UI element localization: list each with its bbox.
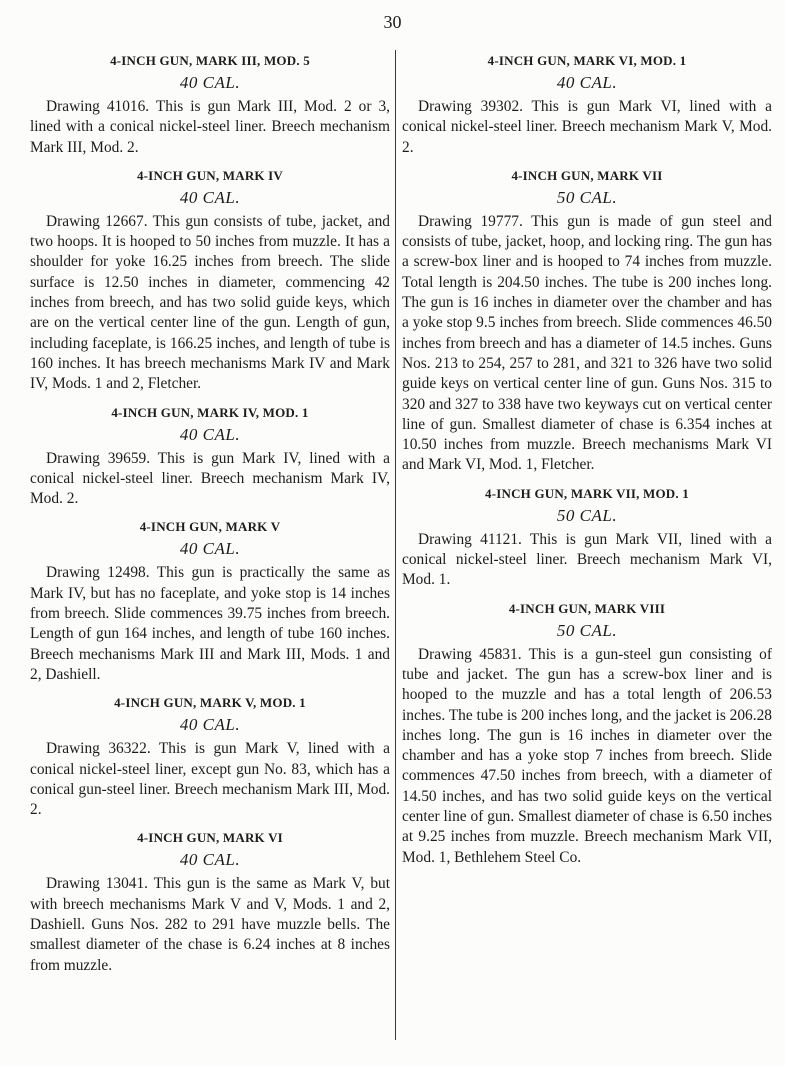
caliber-label: 40 CAL. [179, 187, 241, 207]
caliber-label: 40 CAL. [179, 73, 241, 92]
caliber-label: 40 CAL. [179, 850, 241, 870]
section-heading: 4-INCH GUN, MARK IV, MOD. 1 [111, 404, 309, 420]
section-heading: 4-INCH GUN, MARK VI [137, 830, 283, 846]
section-mark-vii [402, 167, 772, 476]
section-mark-v-mod-1 [30, 694, 390, 820]
section-body: Drawing 12498. This gun is practically the same as Mark IV, but has no faceplate, and yoke stop is 14 inches from breech. Slide commences 39.75 inches from breech. Length of gun 164 inches, and length of tube 160 inches. Breech mechanisms Mark III and Mark III, Mods. 1 and 2, Dashiell. [30, 564, 390, 683]
section-body: Drawing 39659. This is gun Mark IV, lined with a conical nickel-steel liner. Breech mechanism Mark IV, Mod. 2. [30, 449, 390, 508]
right-column [402, 52, 772, 877]
caliber-label: 40 CAL. [179, 424, 241, 444]
section-mark-vi [30, 829, 390, 975]
section-mark-viii [402, 600, 772, 868]
caliber-label: 40 CAL. [556, 73, 618, 92]
section-heading: 4-INCH GUN, MARK VII, MOD. 1 [485, 485, 689, 501]
section-heading: 4-INCH GUN, MARK III, MOD. 5 [110, 53, 310, 68]
left-column [30, 52, 390, 985]
caliber-label: 50 CAL. [556, 187, 618, 207]
section-mark-iii-mod-5 [30, 52, 390, 158]
section-body: Drawing 41121. This is gun Mark VII, lined with a conical nickel-steel liner. Breech mechanism Mark VI, Mod. 1. [402, 530, 772, 589]
section-heading: 4-INCH GUN, MARK VI, MOD. 1 [487, 53, 687, 68]
page-number: 30 [383, 12, 402, 32]
section-mark-iv-mod-1 [30, 404, 390, 510]
section-mark-v [30, 518, 390, 685]
section-heading: 4-INCH GUN, MARK IV [136, 167, 284, 183]
section-body: Drawing 45831. This is a gun-steel gun consisting of tube and jacket. The gun has a screw-box liner and is hooped to the muzzle and has a total length of 206.53 inches. The tube is 200 inches long, and the jacket is 206.28 inches long. The gun is 16 inches in diameter over the chamber and has a yoke stop 7 inches from breech. Slide commences 47.50 inches from breech, with a diameter of 14.50 inches, and has two solid guide keys on the vertical center line of gun. Smallest diameter of chase is 6.50 inches at 9.25 inches from muzzle. Breech mechanism Mark VII, Mod. 1, Bethlehem Steel Co. [402, 645, 772, 866]
section-mark-vi-mod-1 [402, 52, 772, 158]
section-body: Drawing 19777. This gun is made of gun steel and consists of tube, jacket, hoop, and locking ring. The gun has a screw-box liner and is hooped to 74 inches from muzzle. Total length is 204.50 inches. The tube is 200 inches long. The gun is 16 inches in diameter over the chamber and has a yoke stop 9.5 inches from breech. Slide commences 46.50 inches from breech and has a diameter of 14.5 inches. Guns Nos. 213 to 254, 257 to 281, and 321 to 326 have two solid guide keys on vertical center line of gun. Guns Nos. 315 to 320 and 327 to 338 have two keyways cut on vertical center line of gun. Smallest diameter of chase is 6.354 inches at 10.50 inches from muzzle. Breech mechanisms Mark VI and Mark VI, Mod. 1, Fletcher. [402, 212, 772, 474]
section-heading: 4-INCH GUN, MARK V, MOD. 1 [114, 695, 306, 711]
caliber-label: 50 CAL. [556, 620, 618, 640]
caliber-label: 50 CAL. [556, 505, 618, 525]
section-body: Drawing 12667. This gun consists of tube, jacket, and two hoops. It is hooped to 50 inches from muzzle. It has a shoulder for yoke 16.25 inches from breech. The slide surface is 12.50 inches in diameter, commencing 42 inches from breech, and has two solid guide keys, which are on the vertical center line of the gun. Length of gun, including faceplate, is 166.25 inches, and length of tube is 160 inches. It has breech mechanisms Mark IV and Mark IV, Mods. 1 and 2, Fletcher. [30, 212, 390, 393]
section-heading: 4-INCH GUN, MARK VII [511, 167, 663, 183]
section-body: Drawing 39302. This is gun Mark VI, lined with a conical nickel-steel liner. Breech mechanism Mark V, Mod. 2. [402, 98, 772, 156]
section-heading: 4-INCH GUN, MARK VIII [508, 600, 666, 616]
section-mark-iv [30, 167, 390, 395]
section-heading: 4-INCH GUN, MARK V [139, 519, 281, 535]
section-body: Drawing 36322. This is gun Mark V, lined with a conical nickel-steel liner, except gun No. 83, which has a conical gun-steel liner. Breech mechanism Mark III, Mod. 2. [30, 740, 390, 819]
caliber-label: 40 CAL. [179, 539, 241, 559]
section-body: Drawing 41016. This is gun Mark III, Mod. 2 or 3, lined with a conical nickel-steel liner. Breech mechanism Mark III, Mod. 2. [30, 98, 390, 156]
section-mark-vii-mod-1 [402, 485, 772, 591]
caliber-label: 40 CAL. [179, 715, 241, 735]
section-body: Drawing 13041. This gun is the same as Mark V, but with breech mechanisms Mark V and V, Mods. 1 and 2, Dashiell. Guns Nos. 282 to 291 have muzzle bells. The smallest diameter of the chase is 6.24 inches at 8 inches from muzzle. [30, 875, 390, 974]
column-divider [395, 50, 396, 1040]
